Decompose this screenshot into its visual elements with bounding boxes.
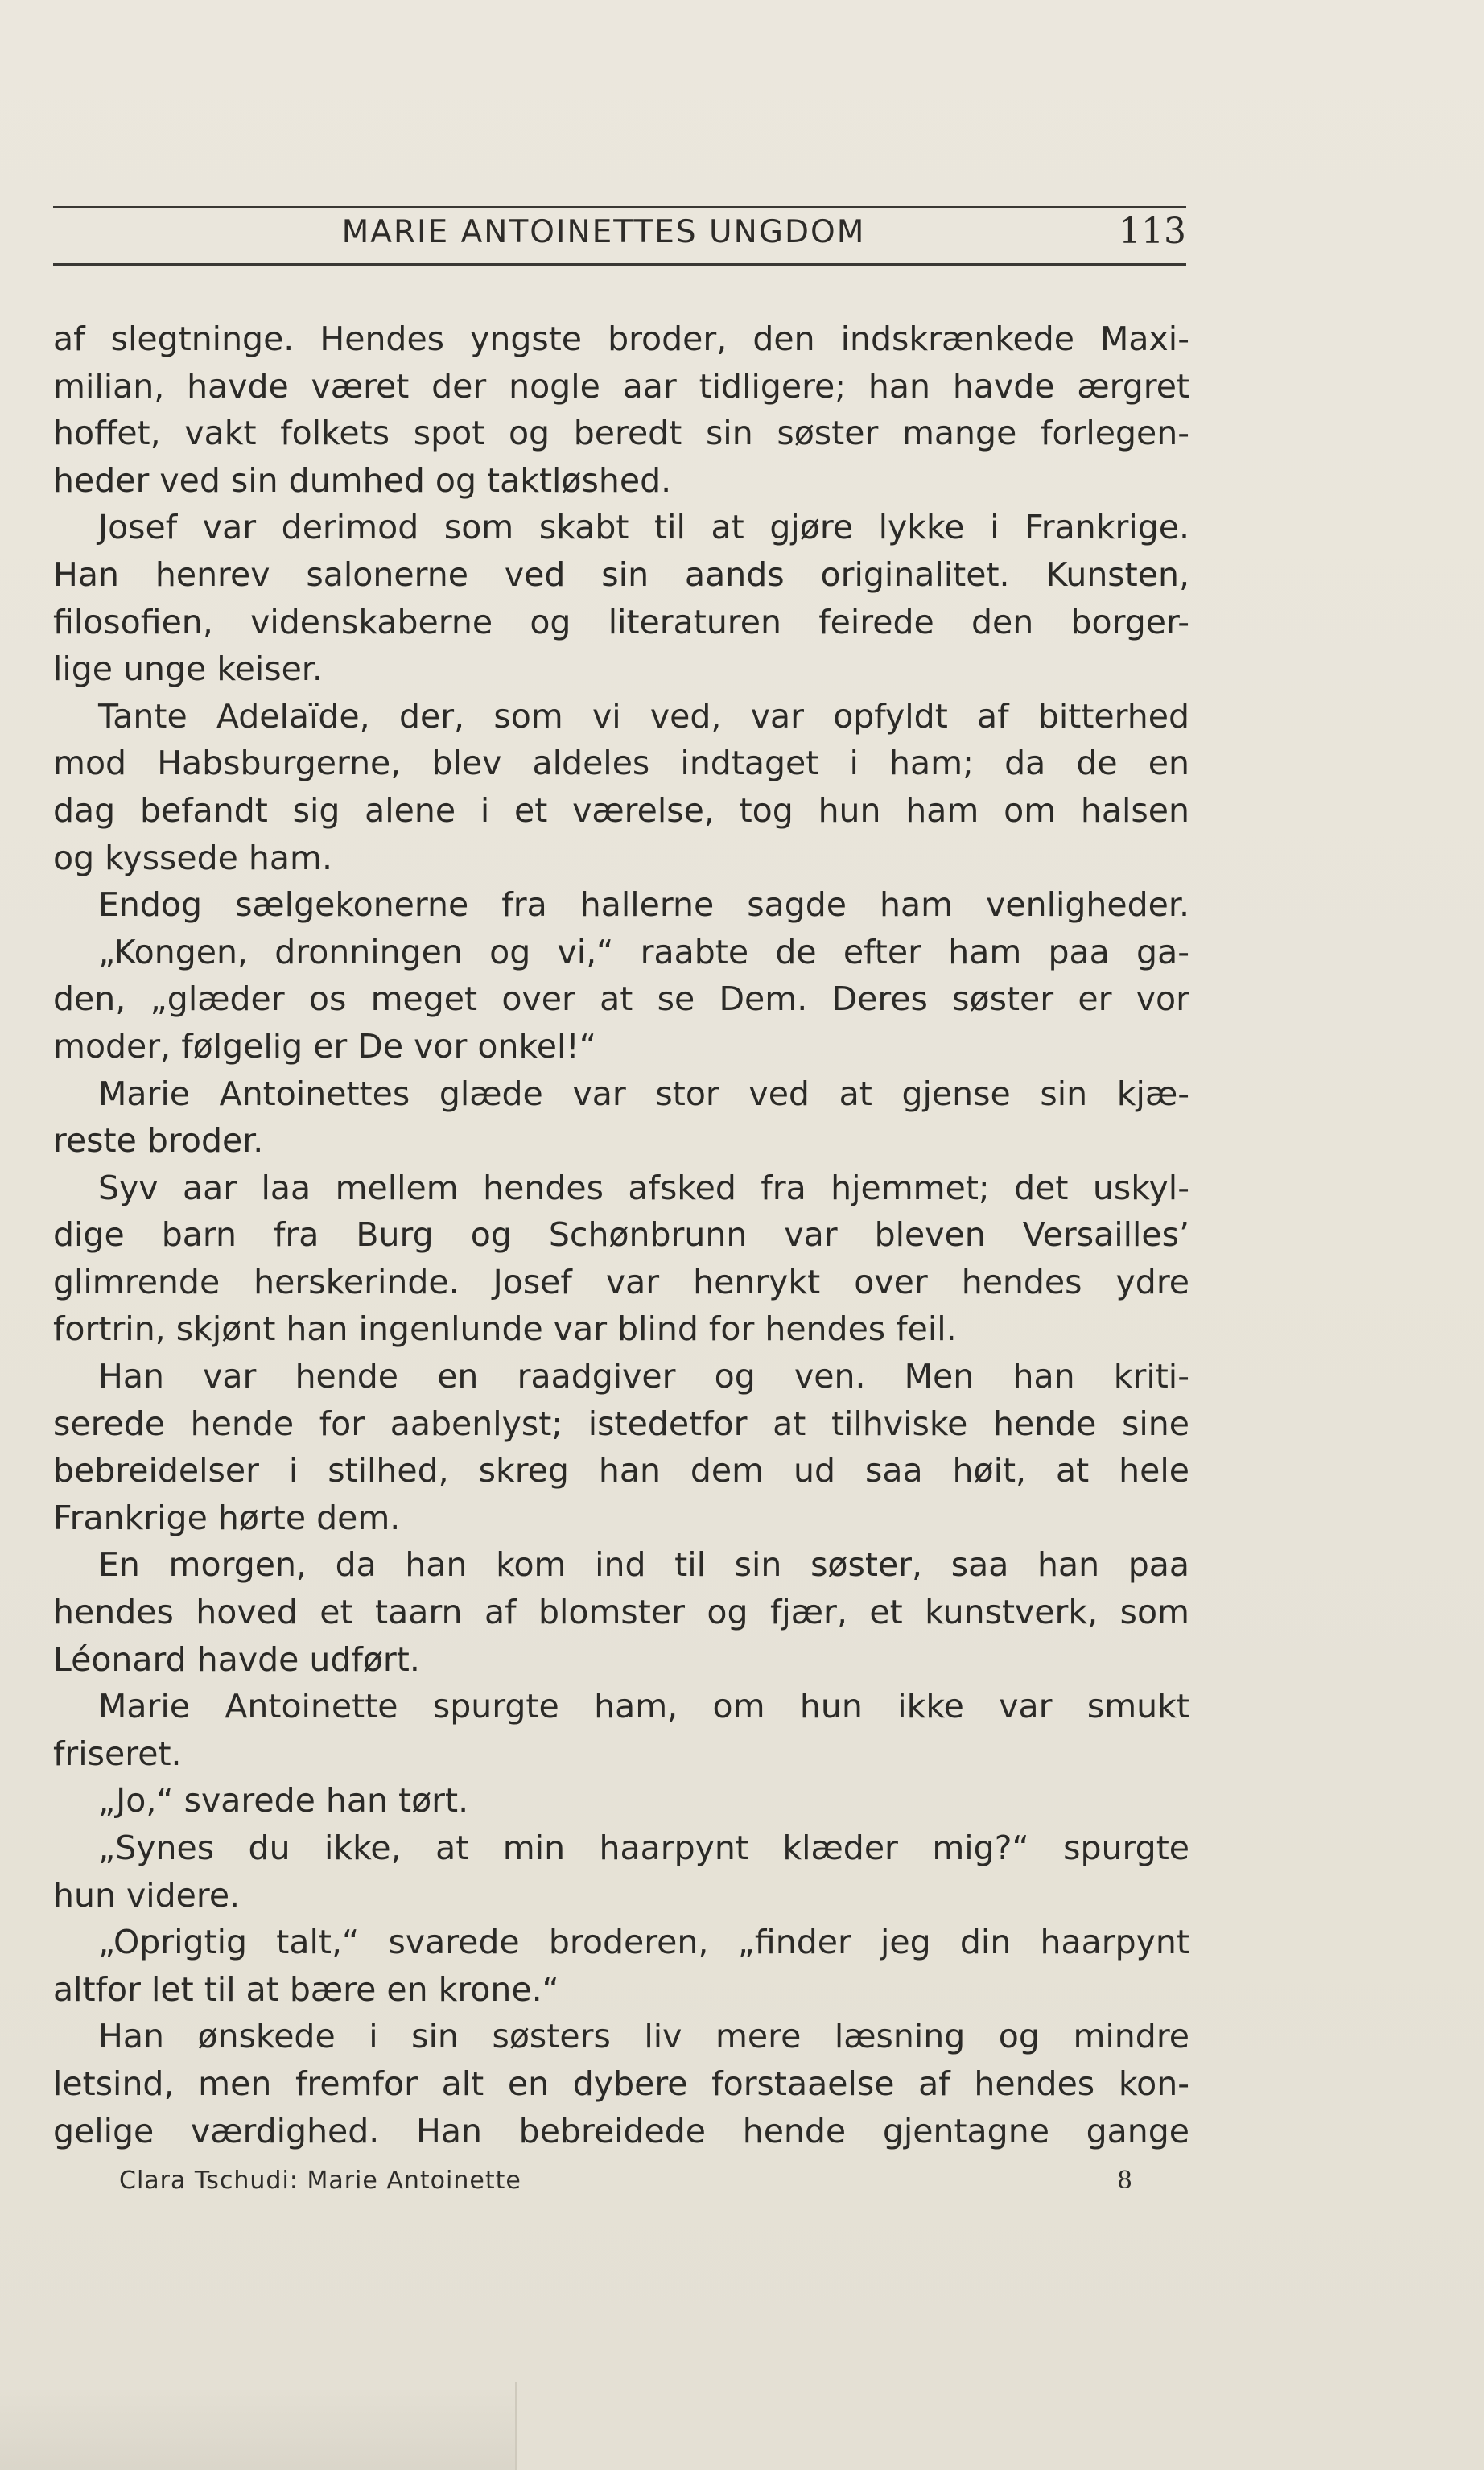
- text-line: og kyssede ham.: [53, 838, 332, 877]
- text-line: hendes hoved et taarn af blomster og fjær, et kunstverk, som: [53, 1593, 1189, 1632]
- text-line: Syv aar laa mellem hendes afsked fra hjemmet; det uskyl-: [98, 1168, 1189, 1207]
- text-line: fortrin, skjønt han ingenlunde var blind for hendes feil.: [53, 1309, 957, 1349]
- header-rule-bottom: [53, 263, 1186, 266]
- text-line: lige unge keiser.: [53, 649, 323, 689]
- body-text: [53, 315, 1189, 2155]
- text-line: Marie Antoinettes glæde var stor ved at gjense sin kjæ-: [98, 1074, 1189, 1113]
- text-line: milian, havde været der nogle aar tidligere; han havde ærgret: [53, 366, 1189, 406]
- text-line: serede hende for aabenlyst; istedetfor at tilhviske hende sine: [53, 1404, 1189, 1443]
- text-line: „Kongen, dronningen og vi,“ raabte de efter ham paa ga-: [98, 932, 1189, 971]
- text-line: En morgen, da han kom ind til sin søster, saa han paa: [98, 1545, 1189, 1585]
- text-line: Endog sælgekonerne fra hallerne sagde ham venligheder.: [98, 885, 1189, 925]
- text-line: moder, følgelig er De vor onkel!“: [53, 1026, 597, 1066]
- text-line: den, „glæder os meget over at se Dem. Deres søster er vor: [53, 979, 1189, 1019]
- text-line: Léonard havde udført.: [53, 1639, 420, 1679]
- text-line: „Oprigtig talt,“ svarede broderen, „finder jeg din haarpynt: [98, 1923, 1189, 1962]
- text-line: mod Habsburgerne, blev aldeles indtaget i ham; da de en: [53, 744, 1189, 783]
- text-line: Han var hende en raadgiver og ven. Men han kriti-: [98, 1357, 1189, 1396]
- text-line: friseret.: [53, 1734, 182, 1773]
- text-line: filosofien, videnskaberne og literaturen feirede den borger-: [53, 602, 1189, 641]
- text-line: gelige værdighed. Han bebreidede hende gjentagne gange: [53, 2111, 1189, 2150]
- text-line: reste broder.: [53, 1121, 264, 1161]
- scan-edge-shadow: [0, 2382, 517, 2470]
- text-line: dige barn fra Burg og Schønbrunn var bleven Versailles’: [53, 1215, 1189, 1255]
- text-line: altfor let til at bære en krone.“: [53, 1969, 559, 2009]
- text-line: letsind, men fremfor alt en dybere forstaaelse af hendes kon-: [53, 2064, 1189, 2103]
- text-line: Josef var derimod som skabt til at gjøre lykke i Frankrige.: [98, 508, 1189, 547]
- footer-sheet-number: 8: [1117, 2167, 1133, 2195]
- text-line: hun videre.: [53, 1875, 241, 1915]
- text-line: „Synes du ikke, at min haarpynt klæder mig?“ spurgte: [98, 1829, 1189, 1867]
- text-line: Han ønskede i sin søsters liv mere læsning og mindre: [98, 2017, 1189, 2056]
- text-line: Marie Antoinette spurgte ham, om hun ikke var smukt: [98, 1687, 1189, 1726]
- text-line: Frankrige hørte dem.: [53, 1498, 401, 1537]
- footer-signature: Clara Tschudi: Marie Antoinette: [119, 2167, 521, 2195]
- text-line: bebreidelser i stilhed, skreg han dem ud saa høit, at hele: [53, 1451, 1189, 1491]
- page-number: 113: [1119, 211, 1186, 252]
- text-line: Han henrev salonerne ved sin aands originalitet. Kunsten,: [53, 555, 1189, 594]
- text-line: af slegtninge. Hendes yngste broder, den indskrænkede Maxi-: [53, 320, 1189, 358]
- header-rule-top: [53, 206, 1186, 208]
- running-title: MARIE ANTOINETTES UNGDOM: [341, 214, 866, 250]
- text-line: „Jo,“ svarede han tørt.: [98, 1781, 469, 1821]
- text-line: hoffet, vakt folkets spot og beredt sin søster mange forlegen-: [53, 414, 1189, 453]
- text-line: Tante Adelaïde, der, som vi ved, var opfyldt af bitterhed: [98, 696, 1189, 736]
- text-line: heder ved sin dumhed og taktløshed.: [53, 460, 672, 500]
- text-line: glimrende herskerinde. Josef var henrykt over hendes ydre: [53, 1262, 1189, 1301]
- text-line: dag befandt sig alene i et værelse, tog hun ham om halsen: [53, 790, 1189, 830]
